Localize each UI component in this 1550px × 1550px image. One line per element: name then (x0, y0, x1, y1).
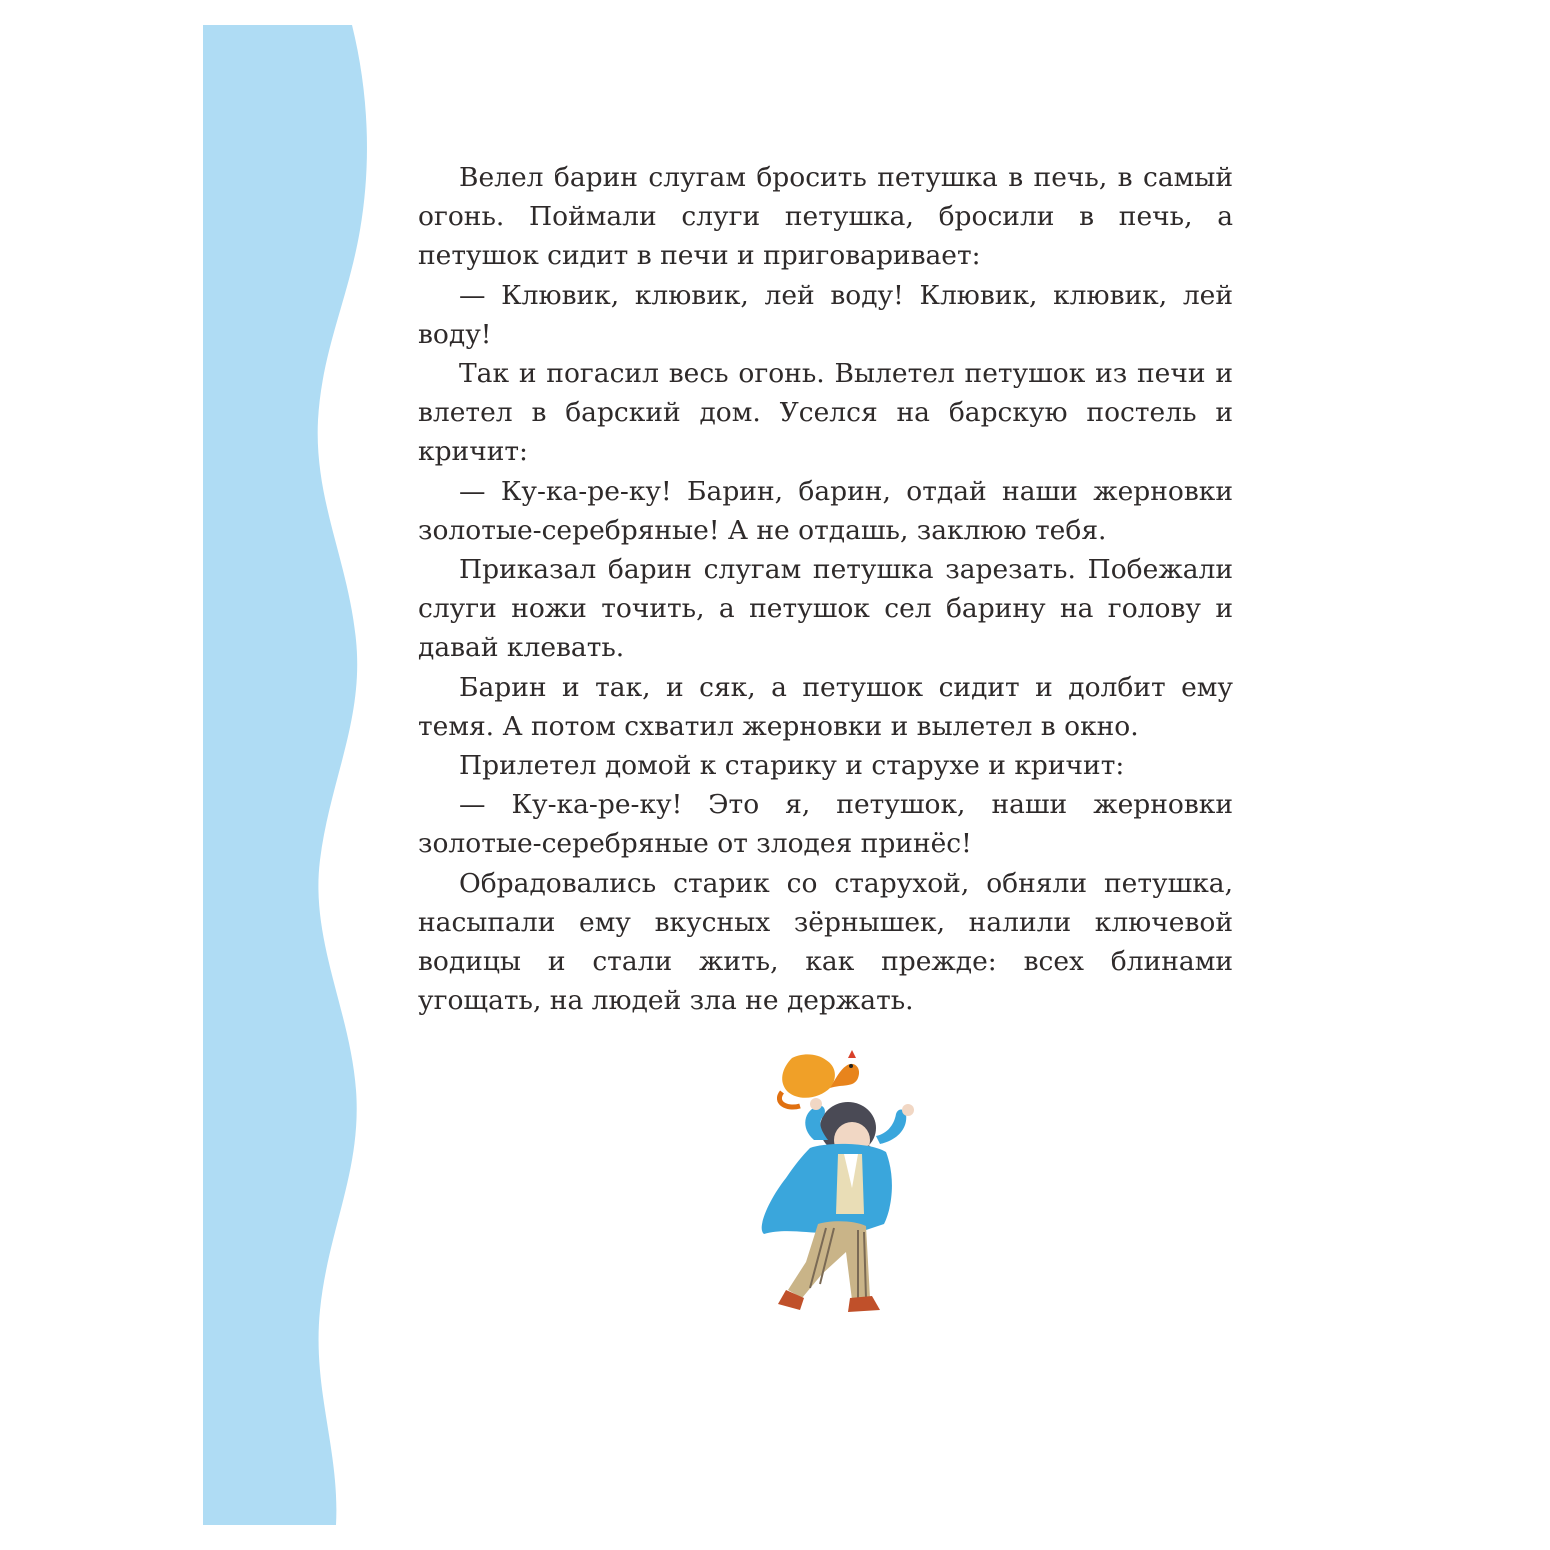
paragraph: Приказал барин слугам петушка зарезать. Побежали слуги ножи точить, а петушок сел барину на голову и давай клевать. (418, 554, 1233, 664)
barin-rooster-illustration (730, 1048, 935, 1330)
rooster-icon (779, 1050, 859, 1107)
paragraph: Прилетел домой к старику и старухе и кричит: (459, 750, 1125, 782)
right-shoe (848, 1296, 880, 1312)
paragraph: Обрадовались старик со старухой, обняли петушка, насыпали ему вкусных зёрнышек, налили ключевой водицы и стали жить, как прежде: всех блинами угощать, на людей зла не держать. (418, 867, 1233, 1017)
story-text (418, 158, 1233, 1020)
paragraph: — Клювик, клювик, лей воду! Клювик, клювик, лей воду! (418, 279, 1233, 350)
paragraph: — Ку-ка-ре-ку! Барин, барин, отдай наши жерновки золотые-серебряные! А не отдашь, заклюю тебя. (418, 475, 1233, 546)
paragraph: — Ку-ка-ре-ку! Это я, петушок, наши жерновки золотые-серебряные от злодея принёс! (418, 789, 1233, 860)
paragraph: Так и погасил весь огонь. Вылетел петушок из печи и влетел в барский дом. Уселся на барскую постель и кричит: (418, 358, 1233, 468)
wave-band (203, 25, 367, 1525)
right-arm (876, 1110, 906, 1145)
paragraph: Барин и так, и сяк, а петушок сидит и долбит ему темя. А потом схватил жерновки и вылетел в окно. (418, 671, 1233, 742)
striped-trousers (788, 1221, 870, 1300)
paragraph: Велел барин слугам бросить петушка в печь, в самый огонь. Поймали слуги петушка, бросили в печь, а петушок сидит в печи и приговаривает: (418, 162, 1233, 272)
blue-coat (762, 1144, 892, 1234)
